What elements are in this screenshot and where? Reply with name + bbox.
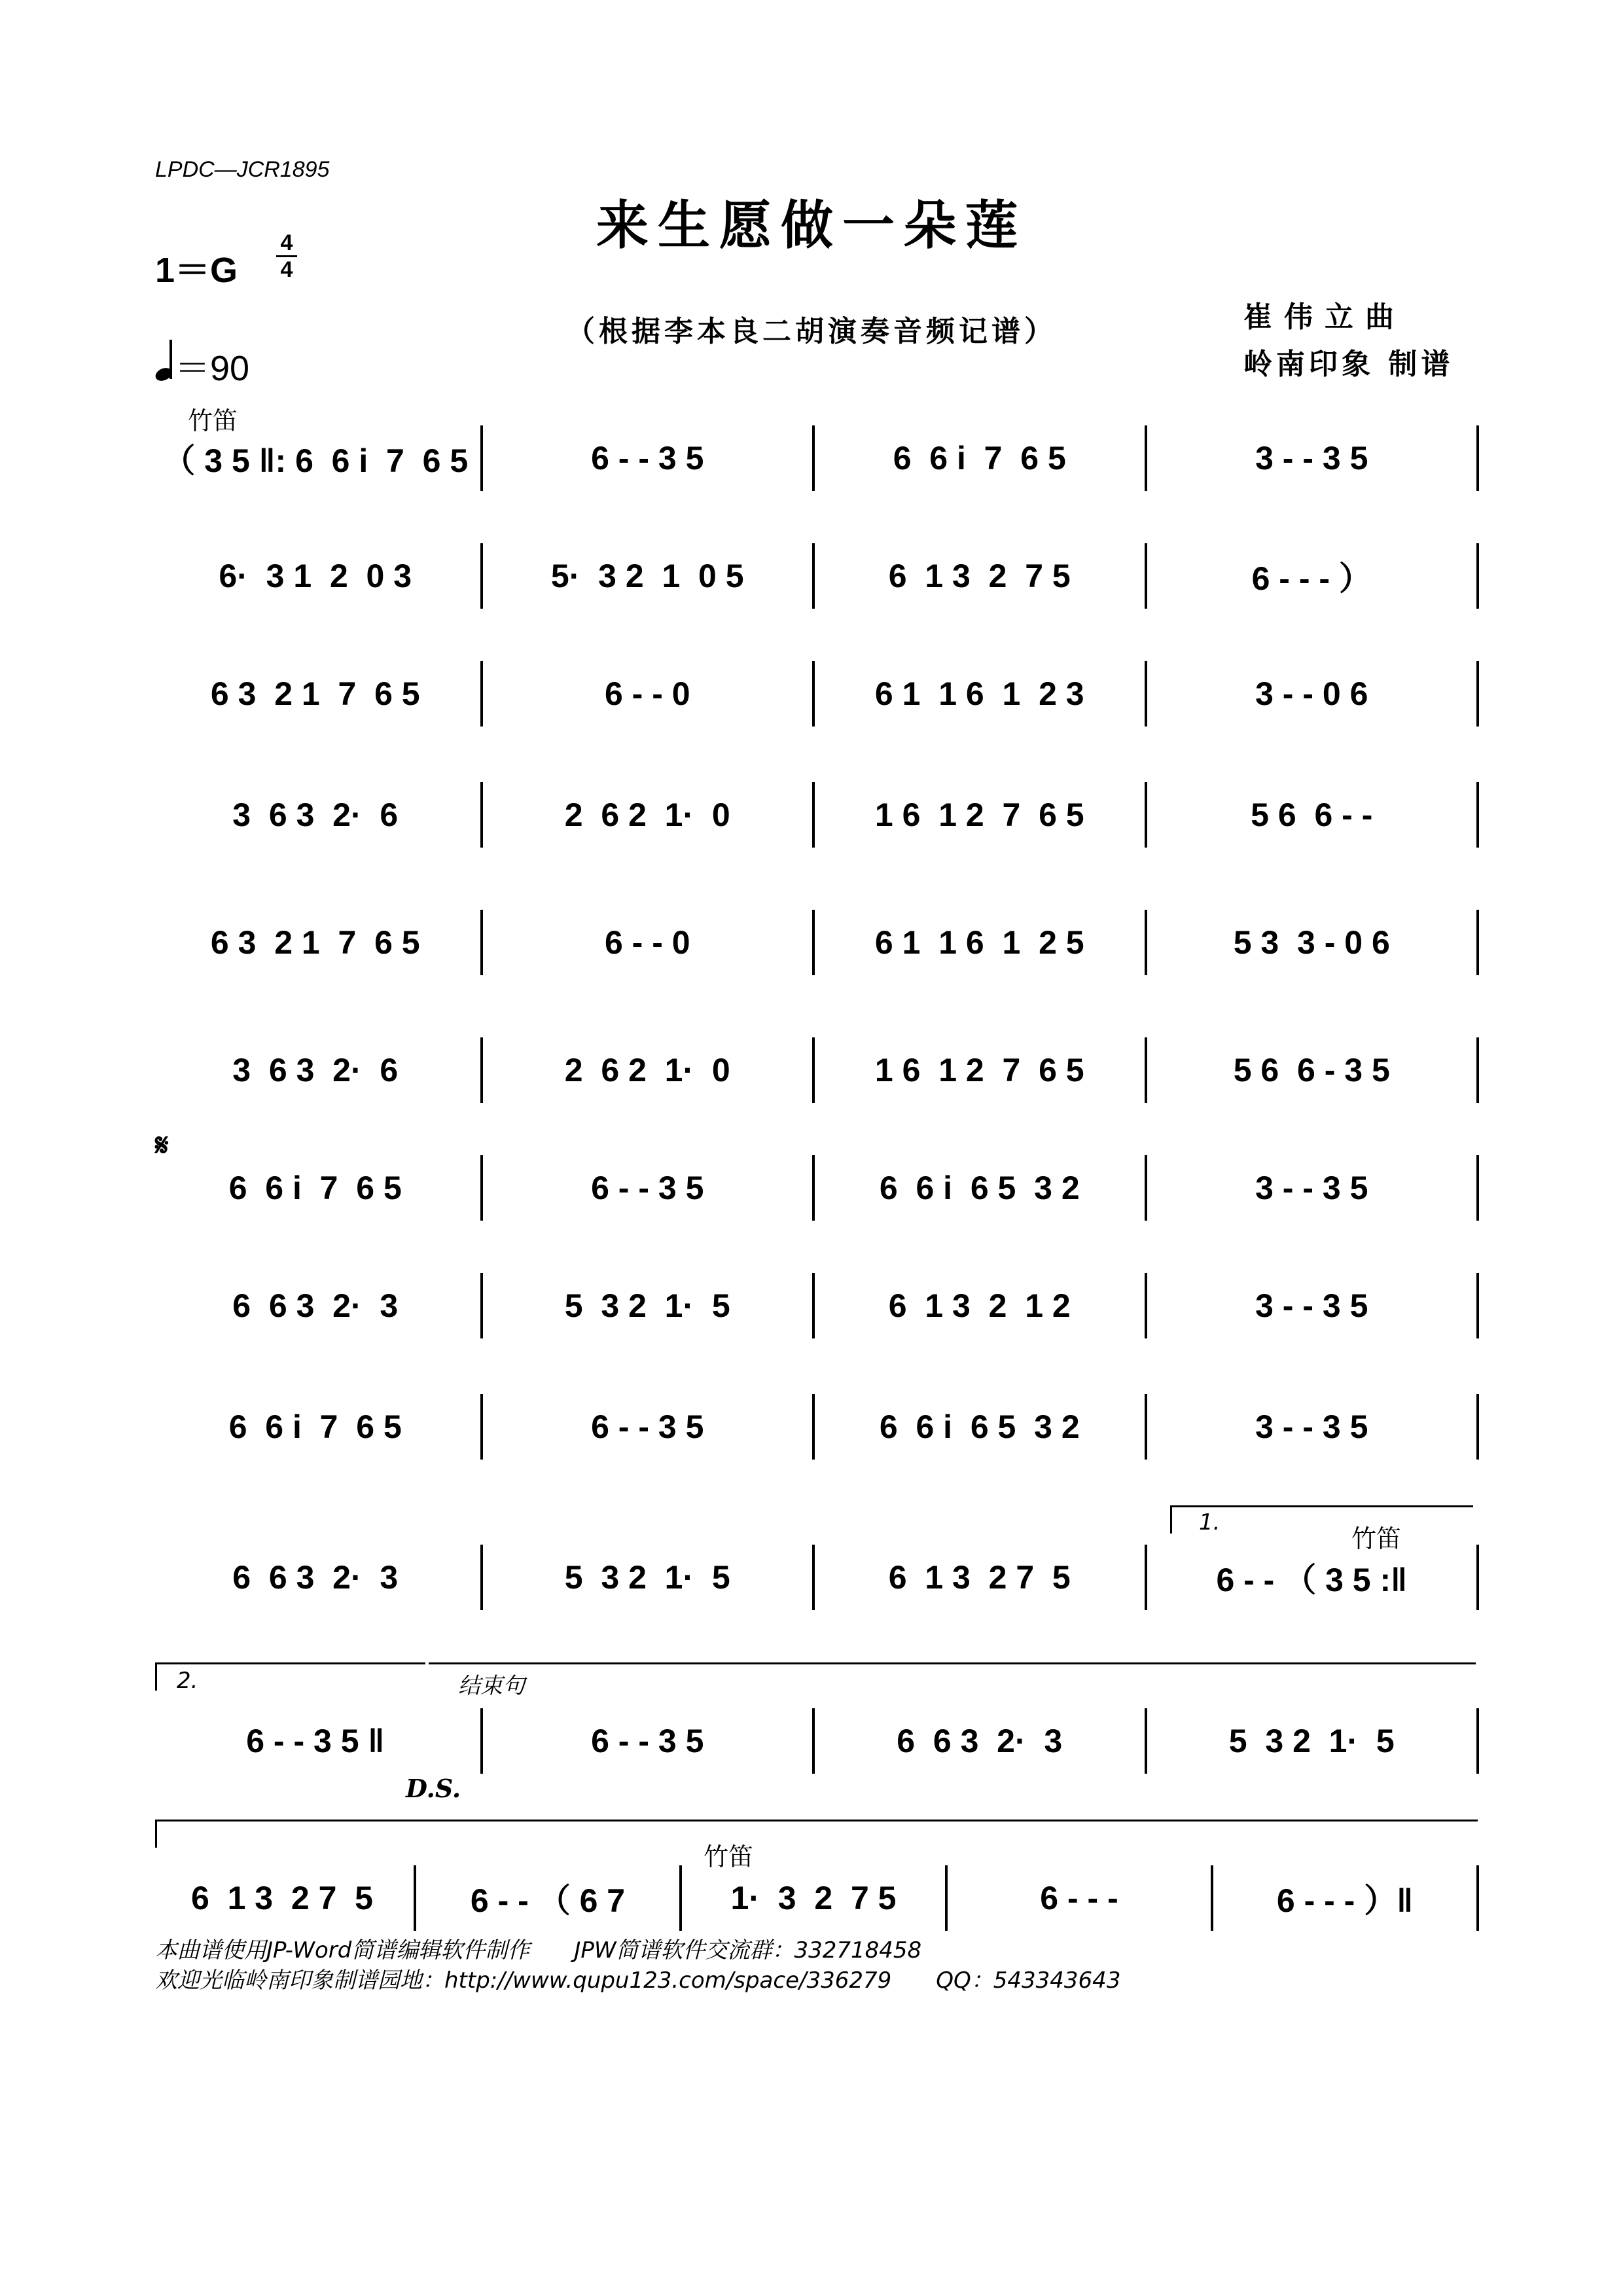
measure	[815, 1708, 1147, 1774]
measure	[483, 425, 815, 491]
segno-icon: 𝄋	[155, 1127, 169, 1164]
measure-notes: 6 3 2 1 7 6 5	[210, 675, 420, 712]
measure	[815, 1394, 1147, 1460]
staff-row	[151, 782, 1479, 861]
staff-line	[151, 661, 1479, 726]
measure-notes: 2 6 2 1· 0	[564, 1052, 730, 1088]
measure-notes: 5 3 2 1· 5	[564, 1287, 730, 1324]
measure	[815, 782, 1147, 848]
measure	[483, 1708, 815, 1774]
measure-notes: 6 6 i 7 6 5	[893, 440, 1066, 476]
dizi-label-2: 竹笛	[1351, 1524, 1402, 1553]
measure-notes: 6 - - - ）‖	[1276, 1882, 1414, 1919]
measure	[483, 1394, 815, 1460]
measure	[815, 910, 1147, 975]
measure-notes: 3 - - 3 5	[1255, 1170, 1368, 1206]
measure-notes: 6 - - 0	[604, 924, 690, 961]
measure	[1147, 910, 1480, 975]
measure-notes: 5 3 2 1· 5	[1228, 1723, 1395, 1759]
arranger: 岭南印象 制谱	[1243, 348, 1454, 381]
measure	[815, 661, 1147, 726]
measure	[682, 1865, 948, 1931]
staff-line	[151, 1155, 1479, 1221]
measure	[151, 910, 483, 975]
footer-line-1: 本曲谱使用JP-Word简谱编辑软件制作 JPW简谱软件交流群：332718458	[155, 1937, 922, 1964]
measure	[1147, 1708, 1480, 1774]
staff-row	[151, 1155, 1479, 1234]
measure-notes: 6 - - 3 5 ‖	[246, 1723, 385, 1759]
measure-notes: 1 6 1 2 7 6 5	[874, 797, 1084, 833]
measure	[1147, 543, 1480, 609]
ending-bracket	[429, 1662, 1476, 1691]
footer-line-2: 欢迎光临岭南印象制谱园地：http://www.qupu123.com/space/336279 QQ：543343643	[155, 1967, 1121, 1994]
measure	[815, 1155, 1147, 1221]
measure-notes: 3 - - 3 5	[1255, 1408, 1368, 1445]
measure-notes: 3 6 3 2· 6	[232, 1052, 399, 1088]
measure	[151, 1545, 483, 1610]
time-signature-top: 4	[280, 230, 293, 255]
score-code: LPDC—JCR1895	[155, 157, 330, 182]
measure	[483, 1037, 815, 1103]
measure	[151, 1155, 483, 1221]
measure-notes: 6 6 i 6 5 3 2	[879, 1408, 1080, 1445]
measure	[483, 661, 815, 726]
measure-notes: 6 - - 3 5	[591, 1170, 704, 1206]
tempo-value: ＝90	[175, 349, 250, 388]
measure	[815, 1545, 1147, 1610]
ending-phrase-label: 结束句	[458, 1673, 525, 1699]
measure-notes: 6 1 1 6 1 2 3	[874, 675, 1084, 712]
measure	[815, 543, 1147, 609]
measure	[151, 782, 483, 848]
volta-2-label: 2.	[177, 1668, 198, 1694]
staff-line	[151, 425, 1479, 491]
measure	[1147, 1155, 1480, 1221]
measure-notes: 6 - - - ）	[1251, 560, 1372, 597]
subtitle: （根据李本良二胡演奏音频记谱）	[566, 315, 1057, 348]
measure	[483, 543, 815, 609]
staff-line	[151, 1545, 1479, 1610]
measure-notes: 6 6 3 2· 3	[232, 1287, 399, 1324]
measure	[483, 910, 815, 975]
measure-notes: 6 - - 0	[604, 675, 690, 712]
staff-line	[151, 1394, 1479, 1460]
measure-notes: 1 6 1 2 7 6 5	[874, 1052, 1084, 1088]
measure-notes: 6 1 3 2 1 2	[888, 1287, 1071, 1324]
measure	[1147, 661, 1480, 726]
measure-notes: 5 3 3 - 0 6	[1233, 924, 1390, 961]
measure	[151, 1865, 416, 1931]
measure	[1147, 1394, 1480, 1460]
time-signature	[274, 230, 300, 282]
dizi-label-3: 竹笛	[704, 1842, 754, 1871]
staff-row	[151, 1273, 1479, 1352]
measure-notes: （ 3 5 ‖: 6 6 i 7 6 5	[162, 442, 469, 479]
measure	[1213, 1865, 1479, 1931]
measure-notes: 6 - - -	[1040, 1880, 1118, 1916]
staff-row	[151, 1037, 1479, 1116]
staff-row	[151, 543, 1479, 622]
measure-notes: 6 1 3 2 7 5	[888, 558, 1071, 594]
measure-notes: 6 6 3 2· 3	[232, 1559, 399, 1596]
ds-marking: D.S.	[406, 1774, 461, 1803]
measure	[815, 425, 1147, 491]
staff-row	[151, 661, 1479, 740]
note-stem	[169, 340, 172, 379]
measure-notes: 6 - - 3 5	[591, 1723, 704, 1759]
tempo-marking	[155, 340, 249, 391]
measure	[1147, 1273, 1480, 1338]
page-title: 来生愿做一朵莲	[596, 194, 1027, 256]
staff-line	[151, 1037, 1479, 1103]
measure	[151, 1037, 483, 1103]
measure	[1147, 782, 1480, 848]
measure-notes: 6· 3 1 2 0 3	[219, 558, 412, 594]
measure	[483, 1545, 815, 1610]
dizi-label-1: 竹笛	[188, 406, 238, 435]
measure-notes: 6 6 i 7 6 5	[228, 1408, 402, 1445]
measure-notes: 6 3 2 1 7 6 5	[210, 924, 420, 961]
measure-notes: 3 6 3 2· 6	[232, 797, 399, 833]
measure	[483, 782, 815, 848]
measure-notes: 6 - - （ 3 5 :‖	[1216, 1562, 1408, 1598]
key-signature: 1＝G	[155, 251, 238, 290]
staff-row	[151, 910, 1479, 988]
measure-notes: 5 6 6 - -	[1251, 797, 1373, 833]
measure-notes: 5 6 6 - 3 5	[1233, 1052, 1390, 1088]
measure-notes: 1· 3 2 7 5	[730, 1880, 897, 1916]
measure	[483, 1155, 815, 1221]
staff-row	[151, 425, 1479, 504]
measure	[483, 1273, 815, 1338]
staff-line	[151, 1273, 1479, 1338]
time-signature-bottom: 4	[280, 257, 293, 282]
measure-notes: 6 1 3 2 7 5	[191, 1880, 373, 1916]
staff-line	[151, 910, 1479, 975]
measure	[815, 1037, 1147, 1103]
staff-line	[151, 543, 1479, 609]
measure	[1147, 425, 1480, 491]
measure-notes: 5 3 2 1· 5	[564, 1559, 730, 1596]
measure	[948, 1865, 1213, 1931]
staff-line	[151, 1865, 1479, 1931]
measure	[151, 1273, 483, 1338]
measure-notes: 6 1 1 6 1 2 5	[874, 924, 1084, 961]
measure-notes: 6 6 i 7 6 5	[228, 1170, 402, 1206]
measure-notes: 6 1 3 2 7 5	[888, 1559, 1071, 1596]
measure	[151, 543, 483, 609]
measure-notes: 2 6 2 1· 0	[564, 797, 730, 833]
measure	[815, 1273, 1147, 1338]
measure-notes: 3 - - 3 5	[1255, 440, 1368, 476]
coda-bracket	[155, 1820, 1478, 1848]
measure	[151, 1708, 483, 1774]
staff-line	[151, 782, 1479, 848]
staff-row	[151, 1708, 1479, 1787]
measure-notes: 3 - - 0 6	[1255, 675, 1368, 712]
measure-notes: 6 6 i 6 5 3 2	[879, 1170, 1080, 1206]
measure-notes: 3 - - 3 5	[1255, 1287, 1368, 1324]
volta-1-label: 1.	[1199, 1509, 1221, 1535]
measure-notes: 6 - - （ 6 7	[470, 1882, 626, 1919]
measure	[151, 425, 483, 491]
measure-notes: 6 - - 3 5	[591, 1408, 704, 1445]
measure	[151, 661, 483, 726]
composer: 崔伟立曲	[1243, 300, 1406, 334]
staff-row	[151, 1394, 1479, 1473]
measure	[151, 1394, 483, 1460]
staff-row	[151, 1545, 1479, 1623]
measure-notes: 6 6 3 2· 3	[897, 1723, 1063, 1759]
measure	[1147, 1545, 1480, 1610]
staff-line	[151, 1708, 1479, 1774]
measure	[1147, 1037, 1480, 1103]
measure	[416, 1865, 682, 1931]
measure-notes: 6 - - 3 5	[591, 440, 704, 476]
measure-notes: 5· 3 2 1 0 5	[550, 558, 744, 594]
